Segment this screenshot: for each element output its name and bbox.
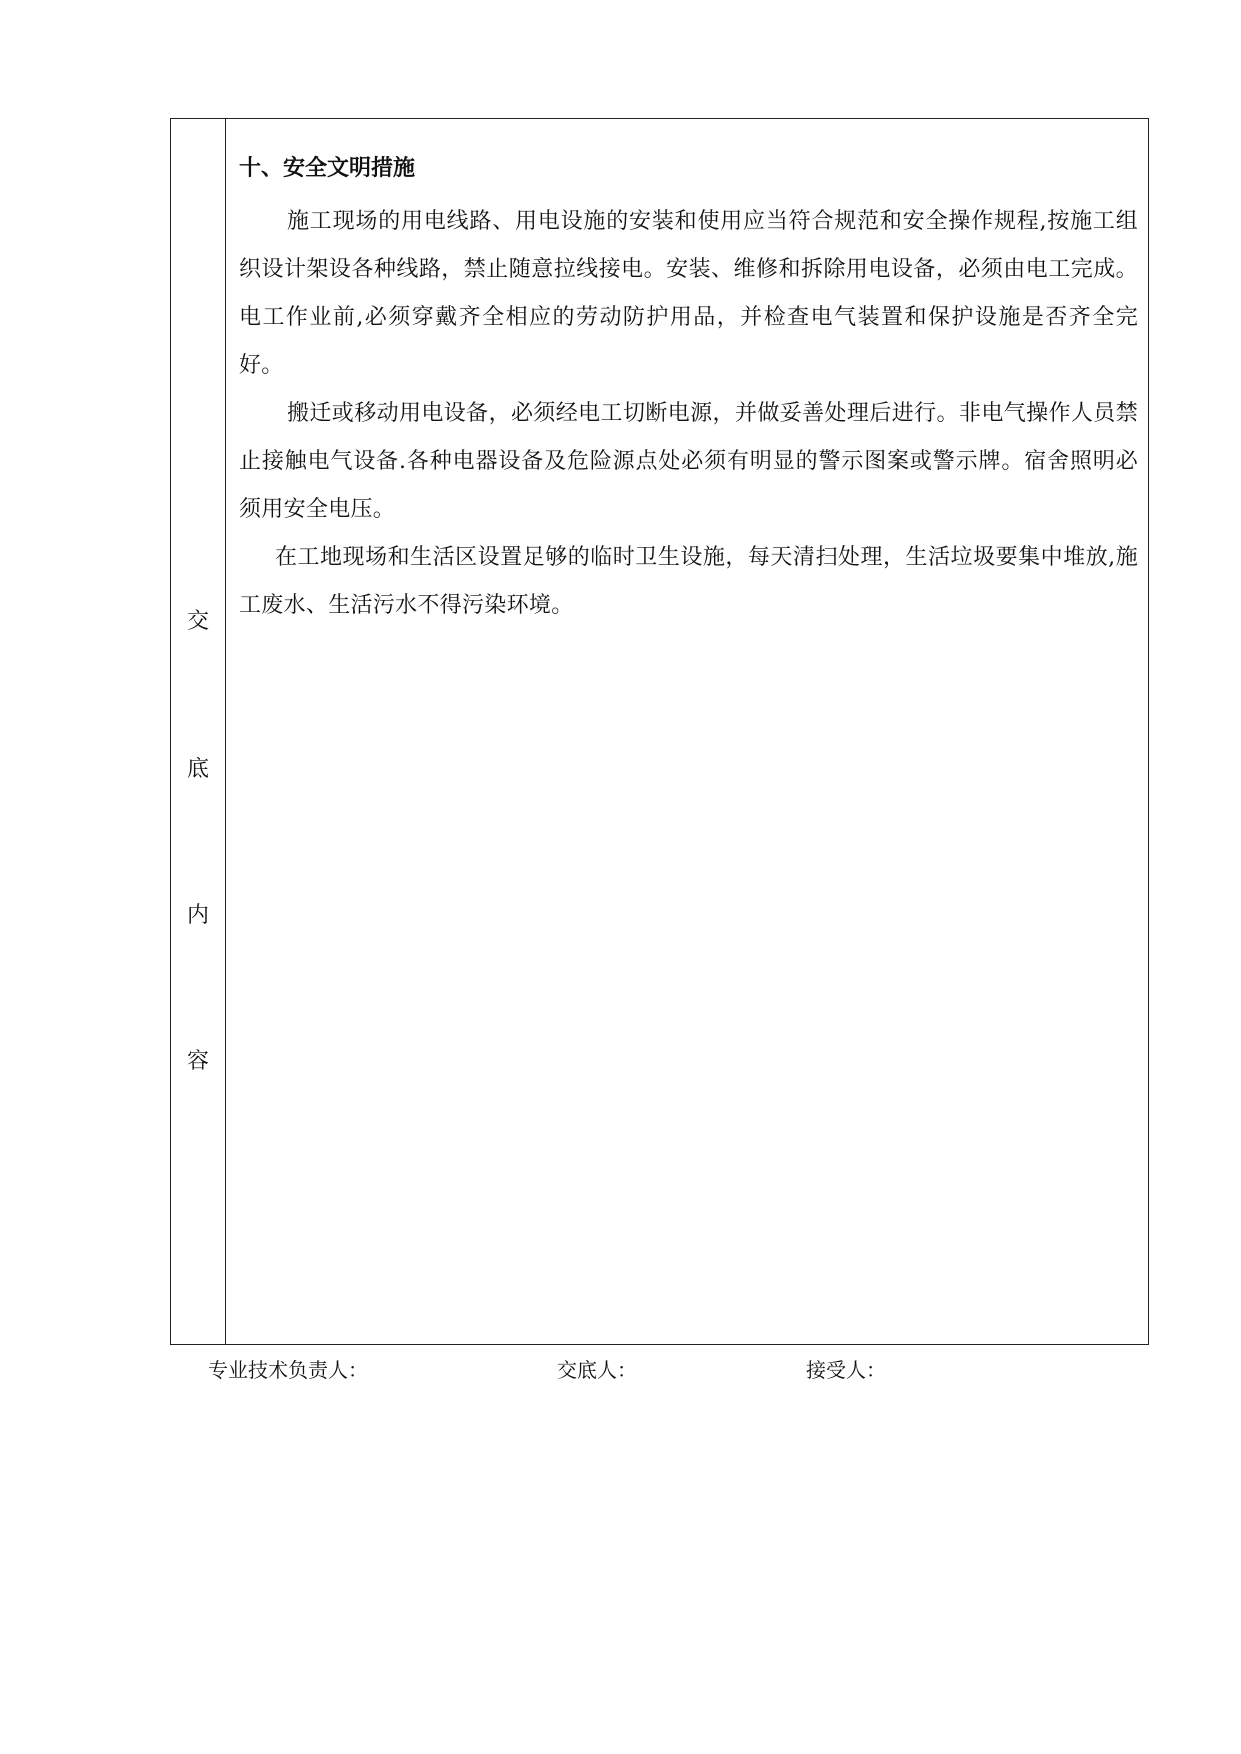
- side-label-char: 内: [186, 903, 209, 928]
- section-title: 十、安全文明措施: [239, 156, 416, 181]
- side-label-char: 交: [186, 609, 209, 634]
- tech-lead-signature-label: 专业技术负责人：: [208, 1358, 368, 1382]
- paragraph-equipment-relocation: 搬迁或移动用电设备，必须经电工切断电源，并做妥善处理后进行。非电气操作人员禁止接触电气设备.各种电器设备及危险源点处必须有明显的警示图案或警示牌。宿舍照明必须用安全电压。: [239, 400, 1138, 522]
- presenter-signature-label: 交底人：: [557, 1358, 637, 1382]
- side-label-char: 容: [186, 1049, 209, 1074]
- receiver-signature-label: 接受人：: [806, 1358, 886, 1382]
- content-cell: [226, 119, 1148, 1344]
- paragraph-electrical-install: 施工现场的用电线路、用电设施的安装和使用应当符合规范和安全操作规程,按施工组织设计架设各种线路，禁止随意拉线接电。安装、维修和拆除用电设备，必须由电工完成。电工作业前,必须穿戴齐全相应的劳动防护用品，并检查电气装置和保护设施是否齐全完好。: [239, 208, 1138, 378]
- side-label-column: [171, 119, 226, 1344]
- side-label-char: 底: [186, 757, 209, 782]
- paragraph-sanitation: 在工地现场和生活区设置足够的临时卫生设施，每天清扫处理，生活垃圾要集中堆放,施工废水、生活污水不得污染环境。: [239, 544, 1138, 618]
- disclosure-table: [170, 118, 1149, 1345]
